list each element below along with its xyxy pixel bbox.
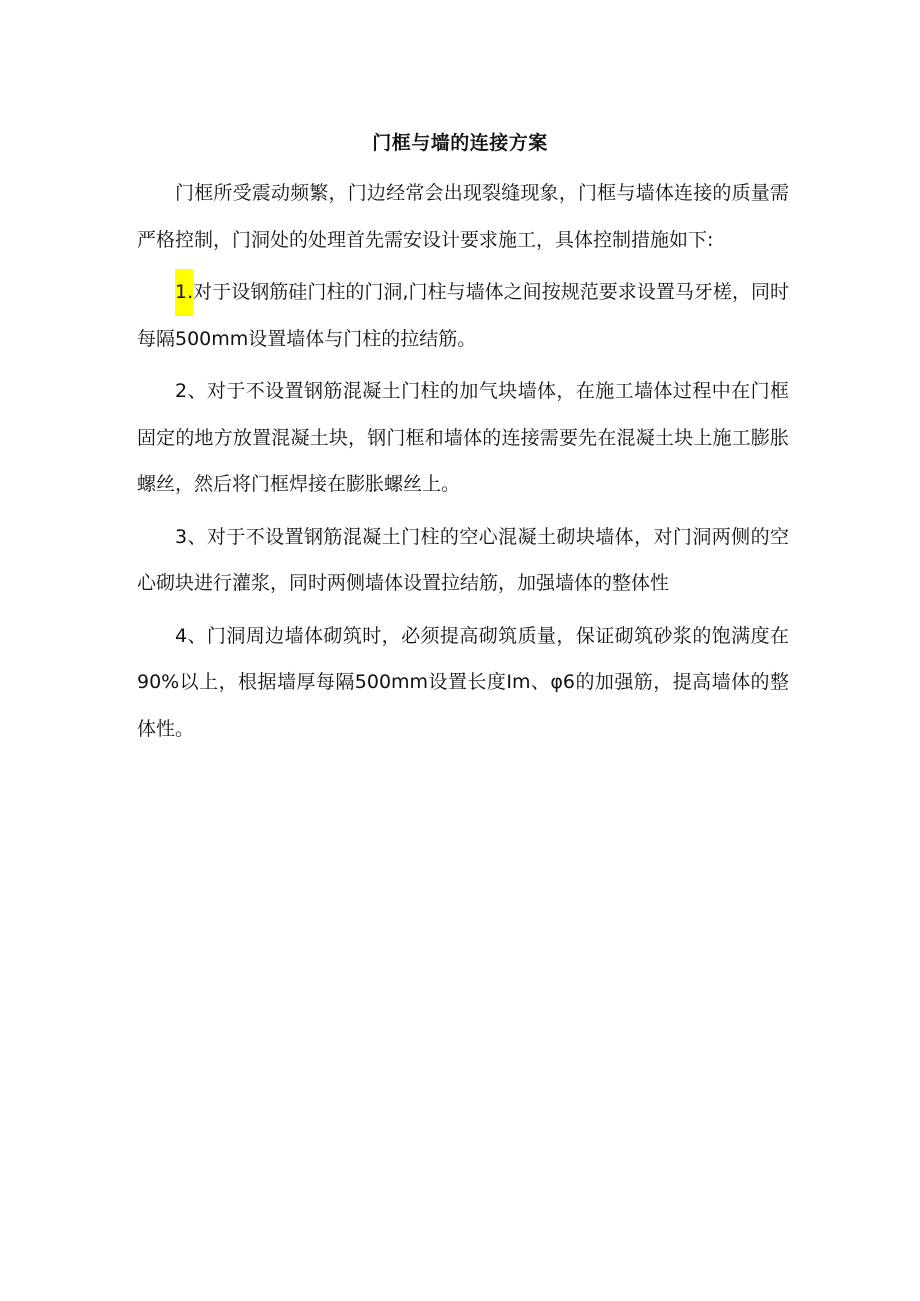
item-4-paragraph: 4、门洞周边墙体砌筑时，必须提高砌筑质量，保证砌筑砂浆的饱满度在90%以上，根据墙厚每隔500mm设置长度Im、φ6的加强筋，提高墙体的整体性。 — [137, 624, 789, 740]
item-1-text: 对于设钢筋硅门柱的门洞,门柱与墙体之间按规范要求设置马牙槎，同时每隔500mm设置墙体与门柱的拉结筋。 — [137, 281, 789, 350]
intro-paragraph: 门框所受震动频繁，门边经常会出现裂缝现象，门框与墙体连接的质量需严格控制，门洞处的处理首先需安设计要求施工，具体控制措施如下: — [137, 182, 789, 251]
document-body — [137, 170, 789, 752]
item-1-paragraph — [137, 269, 789, 362]
item-3-paragraph: 3、对于不设置钢筋混凝土门柱的空心混凝土砌块墙体，对门洞两侧的空心砌块进行灌浆，同时两侧墙体设置拉结筋，加强墙体的整体性 — [137, 525, 789, 594]
item-2-paragraph: 2、对于不设置钢筋混凝土门柱的加气块墙体，在施工墙体过程中在门框固定的地方放置混凝土块，钢门框和墙体的连接需要先在混凝土块上施工膨胀螺丝，然后将门框焊接在膨胀螺丝上。 — [137, 380, 789, 495]
highlighted-item-number: 1. — [175, 269, 193, 316]
document-title: 门框与墙的连接方案 — [372, 132, 548, 154]
